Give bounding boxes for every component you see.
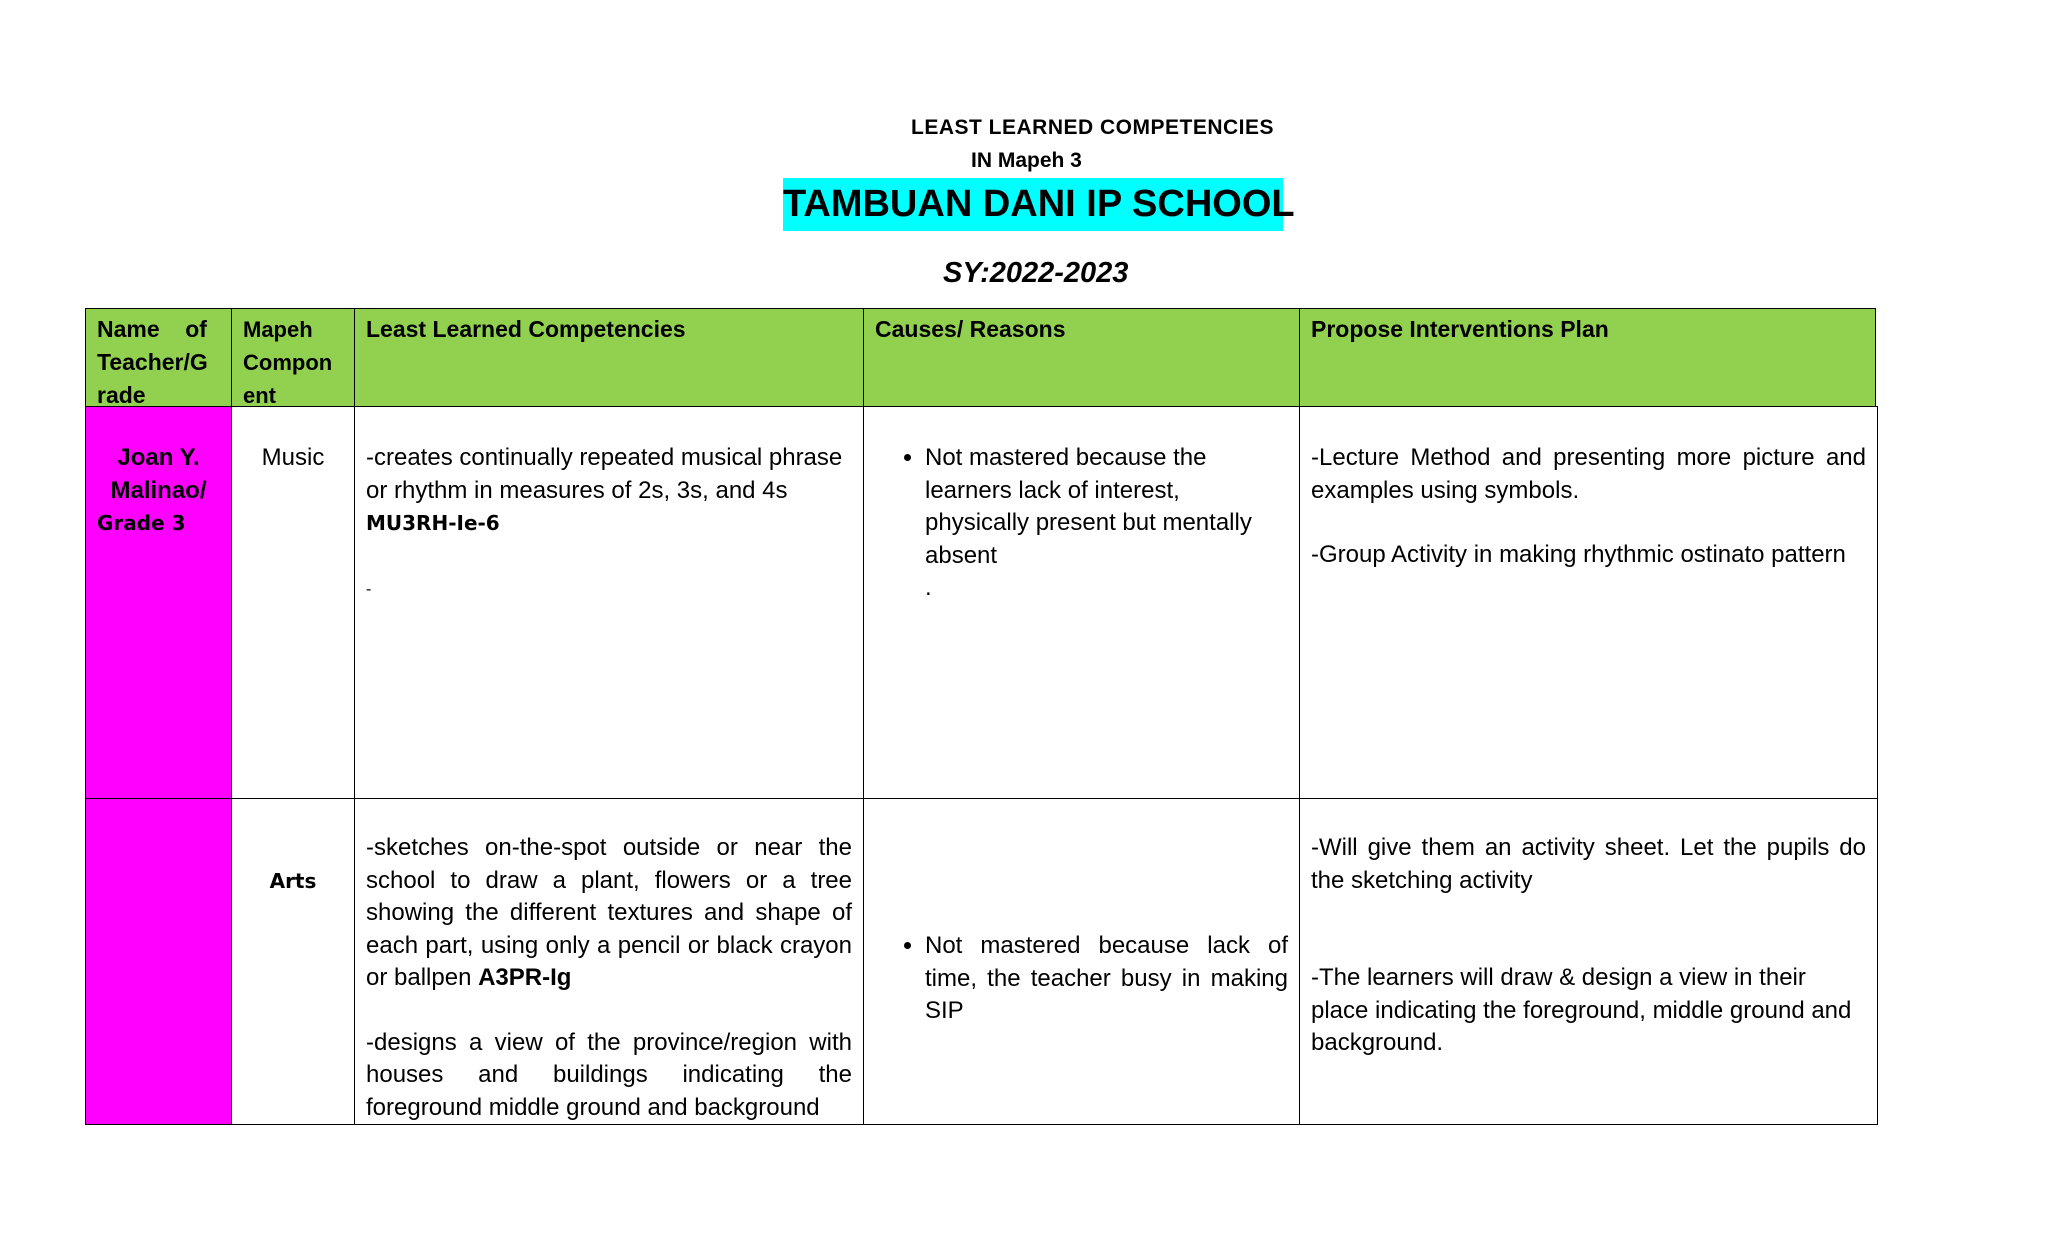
- arts-causes-list: [875, 930, 1288, 1028]
- header-component-line3: ent: [243, 383, 276, 407]
- arts-component-label: Arts: [269, 869, 317, 893]
- header-component-line1: Mapeh: [243, 317, 313, 342]
- music-competency-cell: [354, 406, 864, 799]
- header-component-line2: Compon: [243, 350, 333, 375]
- arts-competency-2: -designs a view of the province/region with houses and buildings indicating the foreground middle ground and background: [366, 1028, 852, 1121]
- arts-competency-1-code: A3PR-Ig: [478, 964, 572, 991]
- header-causes-label: Causes/ Reasons: [875, 316, 1066, 342]
- teacher-name-line1: Joan Y.: [117, 444, 200, 471]
- school-year: SY:2022-2023: [943, 257, 1129, 289]
- header-causes: [863, 308, 1300, 407]
- music-component-cell: [231, 406, 355, 799]
- arts-cause-item: • Not mastered because lack of time, the teacher busy in making SIP: [925, 930, 1288, 1028]
- teacher-cell-empty: [85, 798, 232, 1125]
- arts-causes-cell: [863, 798, 1300, 1125]
- music-cause-trailing: .: [925, 574, 932, 601]
- header-teacher: [85, 308, 232, 407]
- arts-interventions-cell: [1299, 798, 1878, 1125]
- arts-intervention-2: -The learners will draw & design a view in their place indicating the foreground, middle ground and background.: [1311, 964, 1852, 1056]
- music-competency-text: -creates continually repeated musical phrase or rhythm in measures of 2s, 3s, and 4s: [366, 444, 843, 504]
- header-teacher-line1: Name of: [97, 316, 207, 342]
- music-competency-trailing: -: [366, 580, 372, 598]
- arts-intervention-1: -Will give them an activity sheet. Let the pupils do the sketching activity: [1311, 834, 1866, 894]
- music-competency-code: MU3RH-Ie-6: [366, 511, 500, 535]
- music-causes-cell: [863, 406, 1300, 799]
- music-interventions-cell: [1299, 406, 1878, 799]
- arts-component-cell: [231, 798, 355, 1125]
- teacher-cell: [85, 406, 232, 799]
- teacher-grade: Grade 3: [97, 511, 186, 535]
- school-name: TAMBUAN DANI IP SCHOOL: [783, 178, 1283, 231]
- arts-competency-1: [366, 832, 852, 995]
- header-teacher-line2: Teacher/G: [97, 349, 208, 375]
- heading-line2: IN Mapeh 3: [971, 149, 1082, 172]
- header-component: [231, 308, 355, 407]
- heading-line1: LEAST LEARNED COMPETENCIES: [911, 116, 1275, 139]
- music-component-label: Music: [261, 444, 325, 471]
- arts-competency-cell: [354, 798, 864, 1125]
- music-cause-item: • Not mastered because the learners lack of interest, physically present but mentally absent: [925, 442, 1288, 572]
- music-causes-list: [875, 442, 1288, 572]
- music-intervention-1: -Lecture Method and presenting more picture and examples using symbols.: [1311, 444, 1866, 504]
- header-competencies: [354, 308, 864, 407]
- header-interventions-label: Propose Interventions Plan: [1311, 316, 1609, 342]
- header-competencies-label: Least Learned Competencies: [366, 316, 686, 342]
- header-teacher-line3: rade: [97, 382, 146, 407]
- header-interventions: [1299, 308, 1876, 407]
- music-intervention-2: -Group Activity in making rhythmic ostinato pattern: [1311, 541, 1846, 568]
- teacher-name-line2: Malinao/: [110, 476, 207, 504]
- arts-competency-1-text: -sketches on-the-spot outside or near the school to draw a plant, flowers or a tree showing the different textures and shape of each part, using only a pencil or black crayon or ballpen: [366, 834, 852, 991]
